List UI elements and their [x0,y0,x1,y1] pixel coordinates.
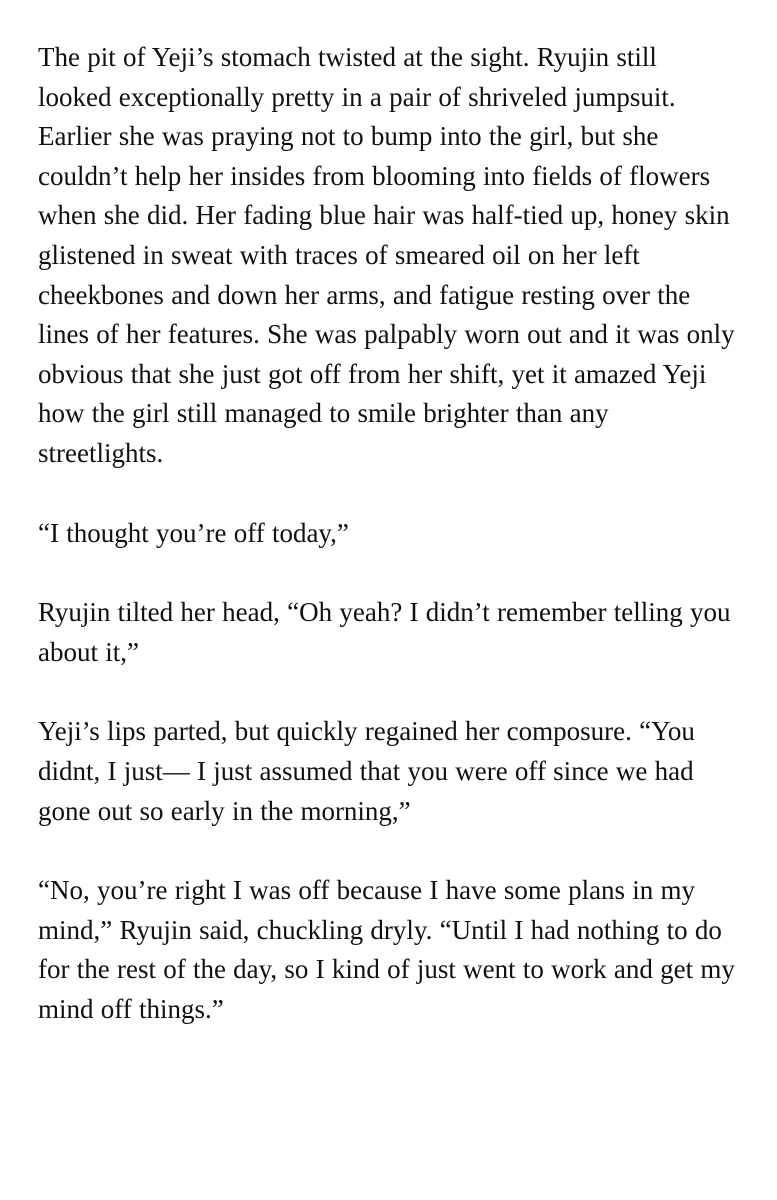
paragraph-dialogue-yeji-1: “I thought you’re off today,” [38,517,349,548]
paragraph-dialogue-ryujin-2: “No, you’re right I was off because I have some plans in my mind,” Ryujin said, chuckling dryly. “Until I had nothing to do for the rest of the day, so I kind of just went to work and get my mind off things.” [38,875,735,1024]
paragraph-narration: The pit of Yeji’s stomach twisted at the sight. Ryujin still looked exceptionally pretty in a pair of shriveled jumpsuit. Earlier she was praying not to bump into the girl, but she couldn’t help her insides from blooming into fields of flowers when she did. Her fading blue hair was half-tied up, honey skin glistened in sweat with traces of smeared oil on her left cheekbones and down her arms, and fatigue resting over the lines of her features. She was palpably worn out and it was only obvious that she just got off from her shift, yet it amazed Yeji how the girl still managed to smile brighter than any streetlights. [38,42,735,468]
paragraph-dialogue-yeji-2: Yeji’s lips parted, but quickly regained her composure. “You didnt, I just— I just assumed that you were off since we had gone out so early in the morning,” [38,716,695,826]
paragraph-dialogue-ryujin-1: Ryujin tilted her head, “Oh yeah? I didn’t remember telling you about it,” [38,597,731,667]
